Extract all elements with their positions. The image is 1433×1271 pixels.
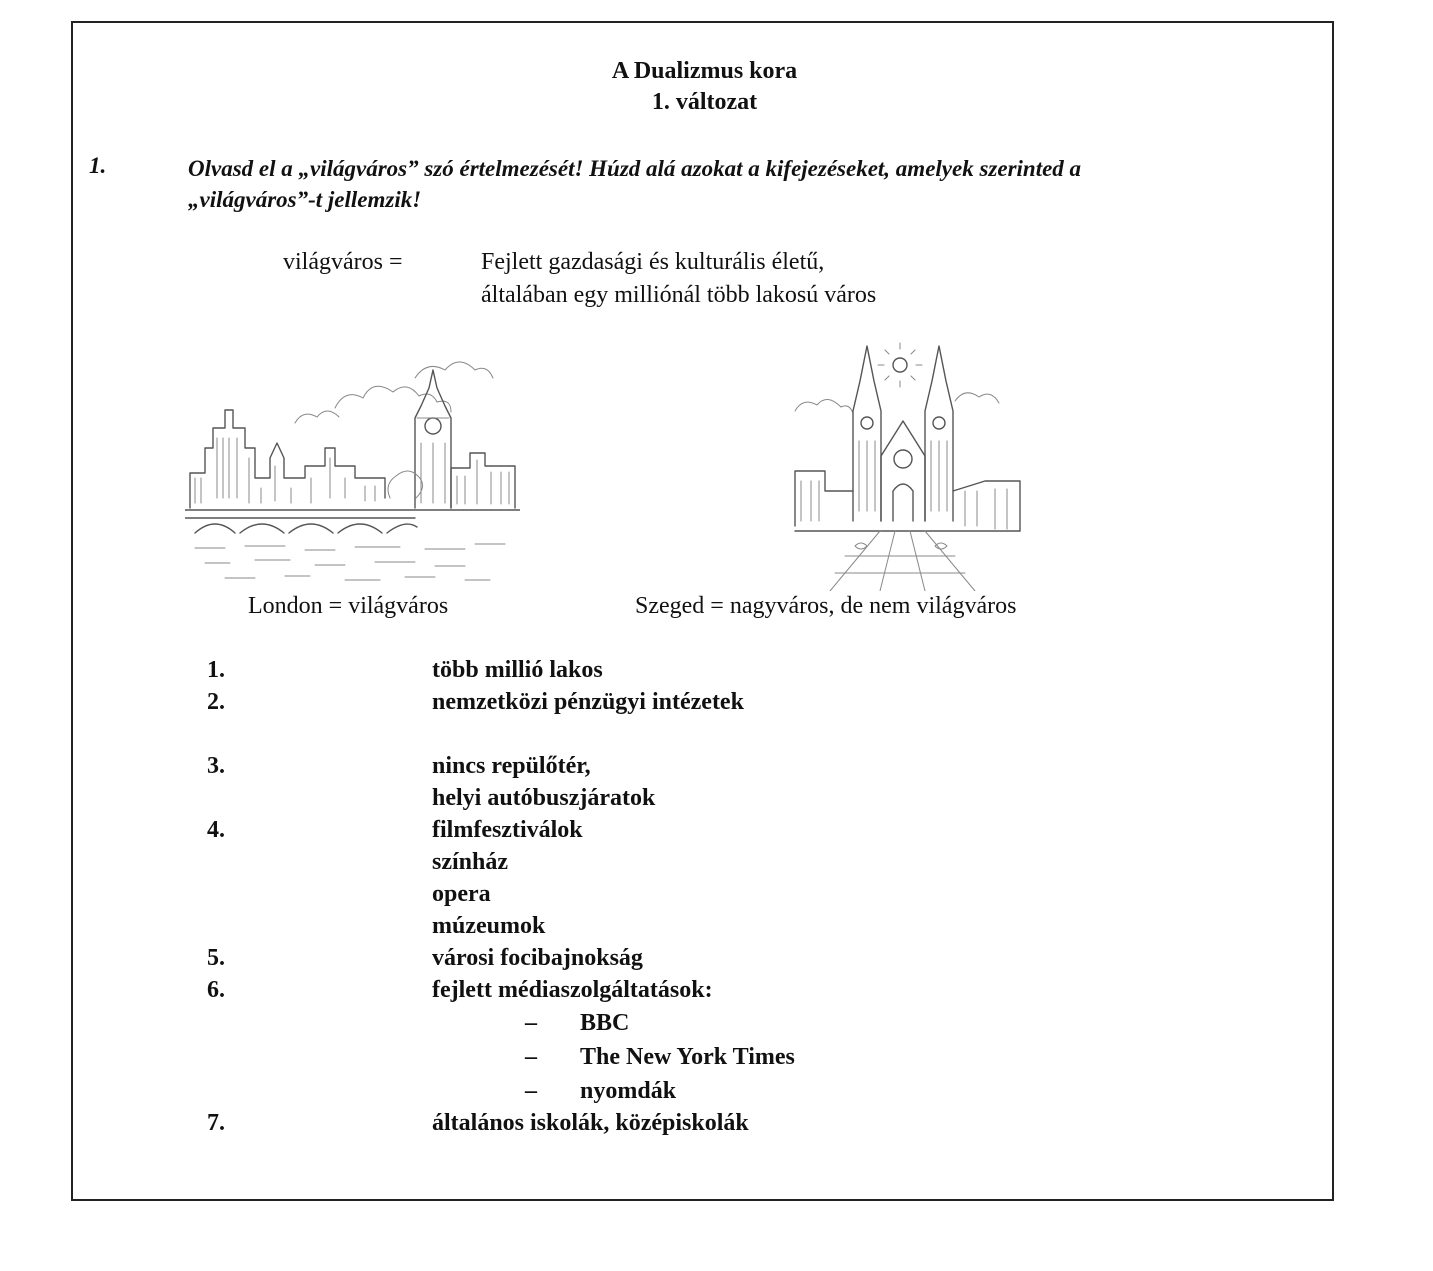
list-item-4a: filmfesztiválok (432, 817, 583, 843)
szeged-illustration (785, 341, 1025, 591)
list-number-4: 4. (207, 817, 225, 843)
list-item-4c: opera (432, 881, 491, 907)
worksheet-frame (71, 21, 1334, 1201)
list-number-2: 2. (207, 689, 225, 715)
sub-dash-1: – (525, 1010, 537, 1036)
list-item-7: általános iskolák, középiskolák (432, 1110, 749, 1136)
page-title: A Dualizmus kora (611, 58, 798, 84)
london-illustration (185, 348, 520, 588)
page-subtitle: 1. változat (651, 89, 758, 115)
list-number-3: 3. (207, 753, 225, 779)
task-instruction-line1: Olvasd el a „világváros” szó értelmezését! Húzd alá azokat a kifejezéseket, amelyek szerinted a (188, 156, 1082, 181)
task-number: 1. (89, 153, 107, 178)
list-item-3b: helyi autóbuszjáratok (432, 785, 656, 811)
task-instruction (188, 153, 1288, 215)
list-item-4b: színház (432, 849, 509, 875)
task-instruction-line2: „világváros”-t jellemzik! (188, 187, 422, 212)
list-number-6: 6. (207, 977, 225, 1003)
london-caption: London = világváros (248, 593, 449, 619)
sub-item-2: The New York Times (580, 1044, 795, 1070)
list-item-5: városi focibajnokság (432, 945, 643, 971)
list-item-1: több millió lakos (432, 657, 603, 683)
sub-dash-3: – (525, 1078, 537, 1104)
sub-item-3: nyomdák (580, 1078, 677, 1104)
list-number-7: 7. (207, 1110, 225, 1136)
list-number-5: 5. (207, 945, 225, 971)
list-item-3a: nincs repülőtér, (432, 753, 591, 779)
list-item-6: fejlett médiaszolgáltatások: (432, 977, 713, 1003)
sub-item-1: BBC (580, 1010, 630, 1036)
list-item-4d: múzeumok (432, 913, 546, 939)
definition-line1: Fejlett gazdasági és kulturális életű, (481, 249, 825, 275)
szeged-caption: Szeged = nagyváros, de nem világváros (635, 593, 1017, 619)
sub-dash-2: – (525, 1044, 537, 1070)
definition-term: világváros = (283, 249, 403, 275)
list-item-2: nemzetközi pénzügyi intézetek (432, 689, 744, 715)
list-number-1: 1. (207, 657, 225, 683)
definition-line2: általában egy milliónál több lakosú város (481, 282, 877, 308)
